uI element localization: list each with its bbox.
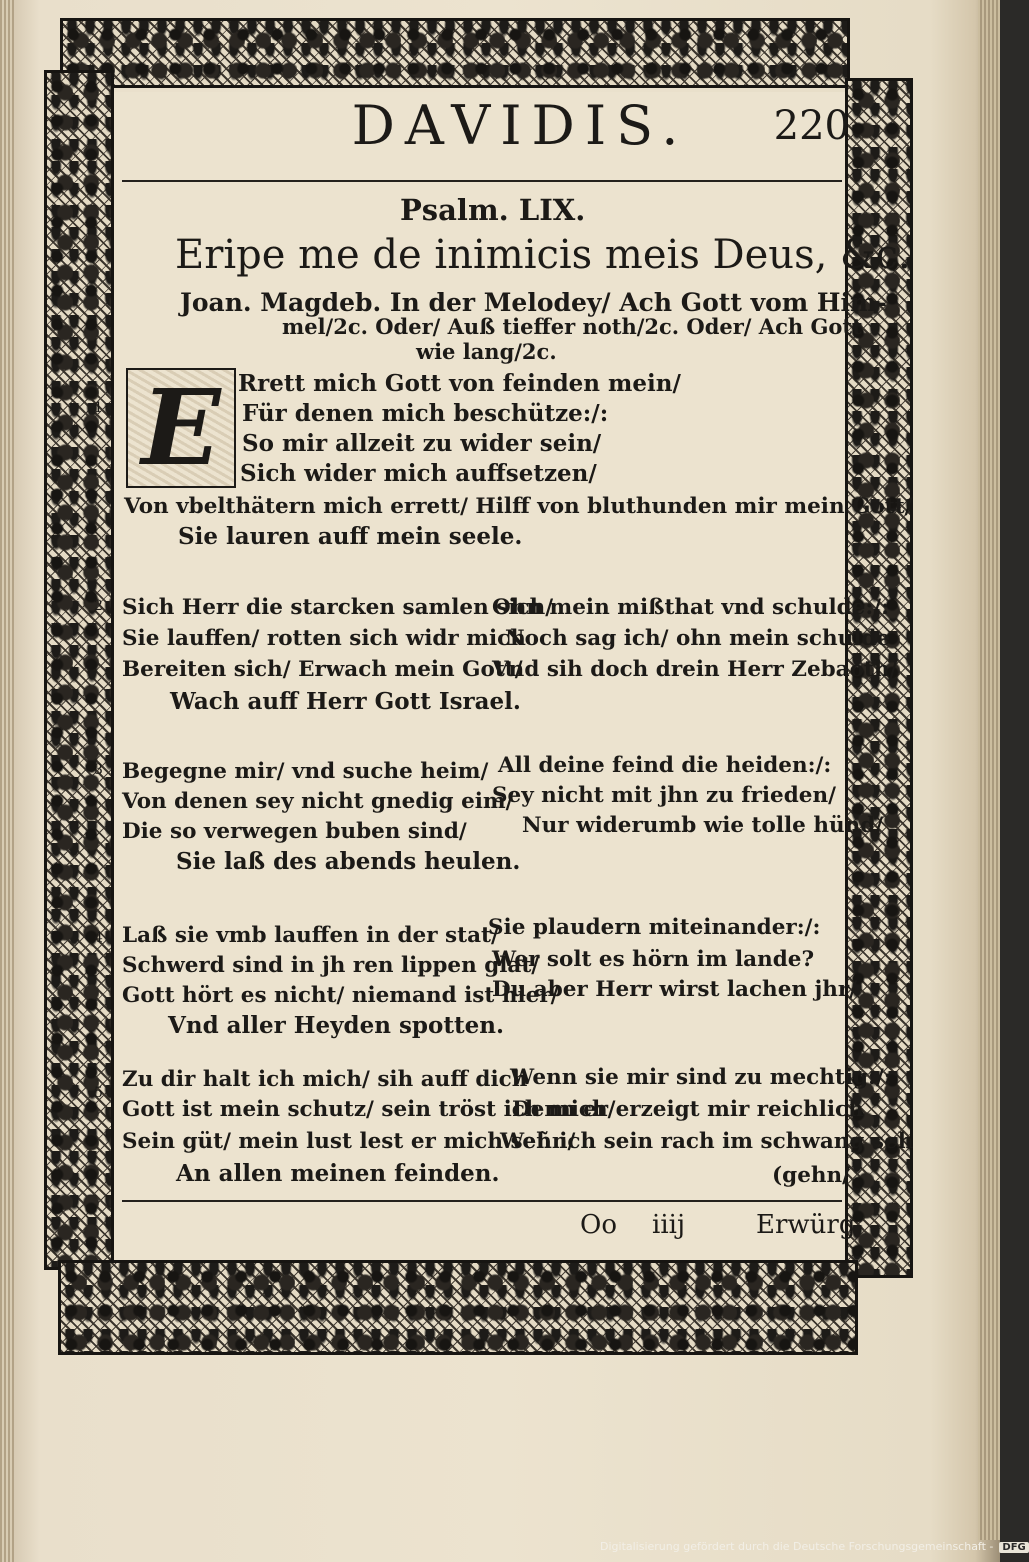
running-head: DAVIDIS. bbox=[351, 94, 689, 157]
verse-line: Sie laß des abends heulen. bbox=[176, 848, 521, 875]
verse-line: Laß sie vmb lauffen in der stat/ bbox=[122, 923, 499, 948]
verse-line: Denn er erzeigt mir reichlich bbox=[512, 1097, 864, 1122]
verse-line: Bereiten sich/ Erwach mein Gott/ bbox=[122, 657, 523, 682]
page-number: 220 bbox=[773, 103, 850, 149]
verse-line: Wenn sie mir sind zu mechtig:/: bbox=[510, 1065, 892, 1090]
verse-number: 4 bbox=[94, 930, 103, 946]
verse-line: (gehn/ bbox=[772, 1163, 851, 1188]
verse-line: Sie lauffen/ rotten sich widr mich bbox=[122, 626, 526, 651]
verse-line: So mir allzeit zu wider sein/ bbox=[242, 430, 602, 457]
credit-text: Digitalisierung gefördert durch die Deutsche Forschungsgemeinschaft - bbox=[600, 1540, 994, 1553]
page-edges bbox=[978, 0, 1000, 1540]
verse-line: Schwerd sind in jh ren lippen glat/ bbox=[122, 953, 540, 978]
book-gutter bbox=[0, 0, 14, 1562]
verse-line: Gott hört es nicht/ niemand ist hier/ bbox=[122, 983, 559, 1008]
woodcut-border-bottom bbox=[58, 1260, 858, 1355]
signature-number: iiij bbox=[652, 1210, 686, 1240]
melody-attribution-line: wie lang/2c. bbox=[416, 339, 557, 364]
woodcut-border-top bbox=[60, 18, 850, 88]
verse-line: Sey nicht mit jhn zu frieden/ bbox=[492, 783, 836, 808]
footer-rule bbox=[122, 1200, 842, 1202]
verse-line: Von vbelthätern mich errett/ Hilff von bluthunden mir mein Gott/ bbox=[124, 494, 913, 519]
verse-line: Sich Herr die starcken samlen sich/ bbox=[122, 595, 554, 620]
psalm-number: Psalm. LIX. bbox=[400, 193, 586, 227]
header-rule bbox=[122, 180, 842, 182]
catchword: Erwürg bbox=[756, 1210, 856, 1240]
melody-attribution-line: Joan. Magdeb. In der Melodey/ Ach Gott vom Him- bbox=[180, 288, 887, 317]
verse-line: Gott ist mein schutz/ sein tröst ich mich/ bbox=[122, 1097, 616, 1122]
verse-line: Die so verwegen buben sind/ bbox=[122, 819, 467, 844]
verse-line: Von denen sey nicht gnedig eim/ bbox=[122, 789, 514, 814]
verse-line: Vnd aller Heyden spotten. bbox=[168, 1012, 504, 1039]
verse-line: Zu dir halt ich mich/ sih auff dich bbox=[122, 1067, 528, 1092]
verse-number: 5 bbox=[94, 1085, 103, 1101]
signature-mark: Oo bbox=[580, 1210, 617, 1240]
verse-line: Vnd sih doch drein Herr Zebaoth/ bbox=[492, 657, 898, 682]
verse-line: An allen meinen feinden. bbox=[176, 1160, 500, 1187]
verse-line: Du aber Herr wirst lachen jhr/ bbox=[492, 977, 858, 1002]
melody-attribution-line: mel/2c. Oder/ Auß tieffer noth/2c. Oder/ Ach Gott bbox=[282, 314, 862, 339]
verse-line: Sein güt/ mein lust lest er mich sehn/ bbox=[122, 1129, 576, 1154]
verse-line: Sie plaudern miteinander:/: bbox=[488, 915, 821, 940]
verse-number: 1 bbox=[94, 400, 103, 416]
verse-line: Weñ ich sein rach im schwang seh bbox=[500, 1129, 914, 1154]
verse-line: Für denen mich beschütze:/: bbox=[242, 400, 609, 427]
verse-line: All deine feind die heiden:/: bbox=[498, 753, 832, 778]
decorated-initial: E bbox=[126, 368, 236, 488]
verse-number: 3 bbox=[94, 762, 103, 778]
dfg-logo: DFG bbox=[999, 1542, 1028, 1553]
verse-line: Sie lauren auff mein seele. bbox=[178, 523, 523, 550]
verse-number: 2 bbox=[94, 598, 103, 614]
digitization-credit bbox=[600, 1540, 1029, 1553]
verse-line: Begegne mir/ vnd suche heim/ bbox=[122, 759, 489, 784]
woodcut-border-left bbox=[44, 70, 114, 1270]
verse-line: Sich wider mich auffsetzen/ bbox=[240, 460, 597, 487]
verse-line: Wer solt es hörn im lande? bbox=[492, 947, 815, 972]
verse-line: Ohn mein mißthat vnd schulde:/: bbox=[492, 595, 890, 620]
verse-line: Wach auff Herr Gott Israel. bbox=[170, 688, 521, 715]
verse-line: Rrett mich Gott von feinden mein/ bbox=[238, 370, 681, 397]
verse-line: Nur widerumb wie tolle hünd/ bbox=[522, 813, 884, 838]
psalm-title: Eripe me de inimicis meis Deus, &c. bbox=[175, 232, 911, 278]
verse-line: Noch sag ich/ ohn mein schulde bbox=[505, 626, 891, 651]
